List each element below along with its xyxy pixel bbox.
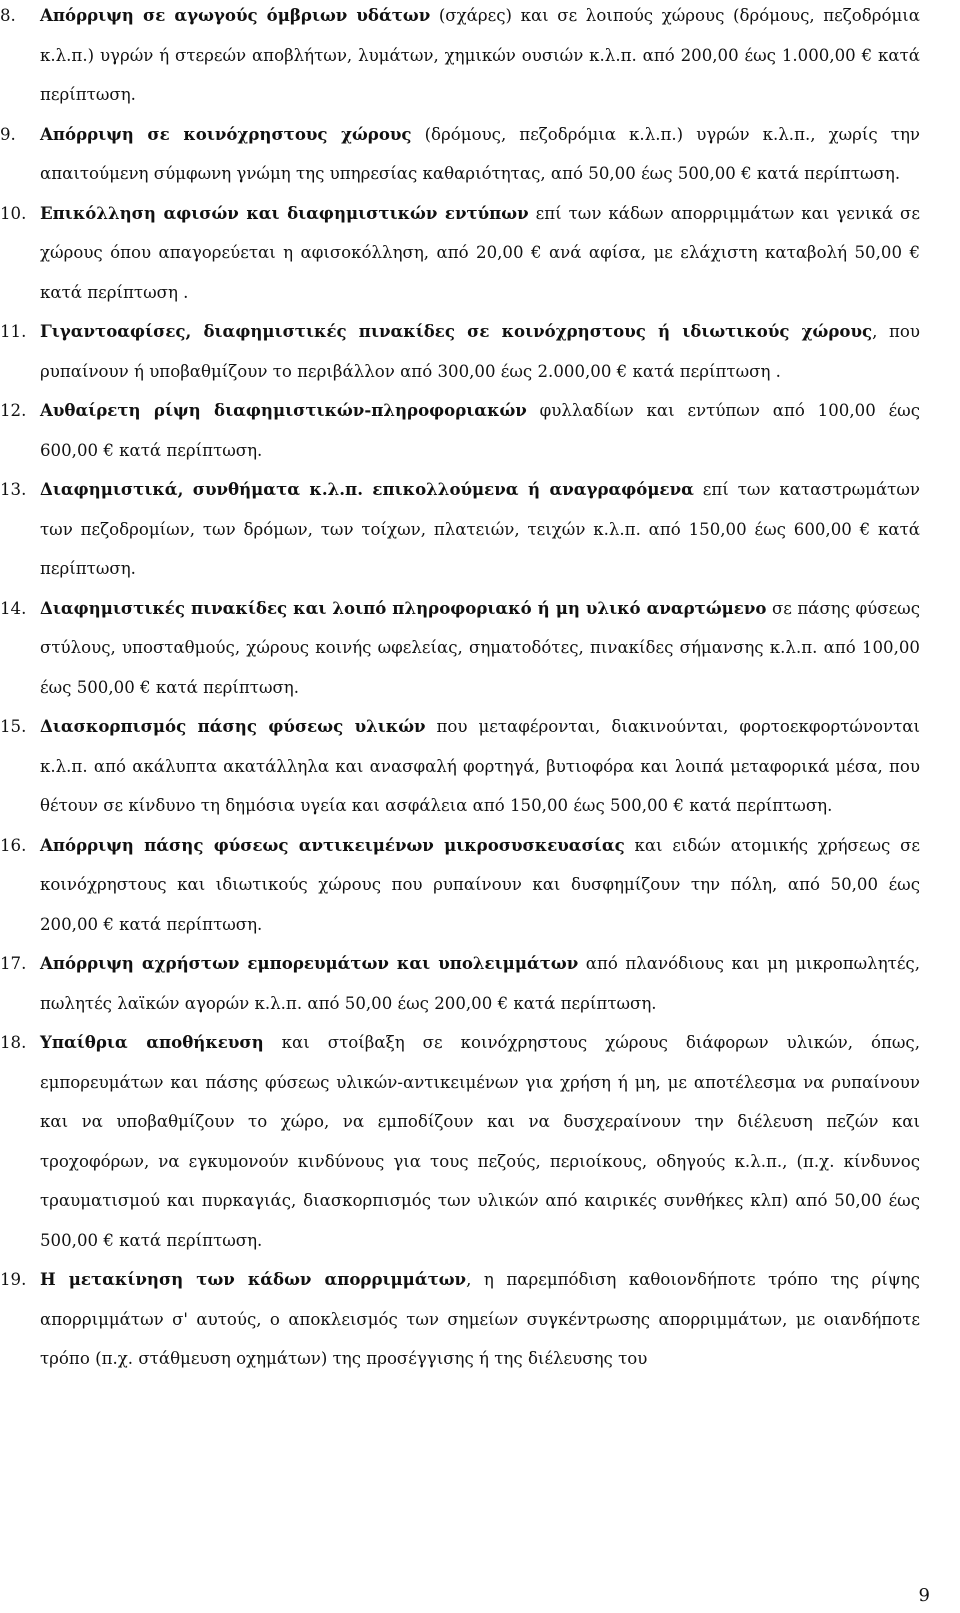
item-number: 10. bbox=[0, 203, 27, 223]
list-item bbox=[0, 1023, 920, 1260]
list-item bbox=[0, 1260, 920, 1379]
list-item bbox=[0, 312, 920, 391]
item-number: 16. bbox=[0, 835, 27, 855]
item-text: (δρόμους, πεζοδρόμια κ.λ.π.) υγρών κ.λ.π., χωρίς την απαιτούμενη σύμφωνη γνώμη της υπηρεσίας καθαριότητας, από 50,00 έως 500,00 € κατά περίπτωση. bbox=[40, 124, 920, 183]
item-number: 11. bbox=[0, 322, 27, 341]
item-text: φυλλαδίων και εντύπων από 100,00 έως 600,00 € κατά περίπτωση. bbox=[40, 401, 920, 460]
list-item bbox=[0, 0, 920, 115]
list-item bbox=[0, 115, 920, 194]
item-heading: Απόρριψη σε κοινόχρηστους χώρους bbox=[40, 123, 412, 144]
item-heading: Απόρριψη αχρήστων εμπορευμάτων και υπολειμμάτων bbox=[40, 953, 579, 973]
item-text: , που ρυπαίνουν ή υποβαθμίζουν το περιβάλλον από 300,00 έως 2.000,00 € κατά περίπτωση . bbox=[40, 322, 920, 381]
list-item bbox=[0, 194, 920, 313]
item-heading: Διαφημιστικά, συνθήματα κ.λ.π. επικολλούμενα ή αναγραφόμενα bbox=[40, 479, 694, 499]
item-number: 13. bbox=[0, 480, 27, 499]
item-number: 17. bbox=[0, 954, 27, 973]
item-number: 19. bbox=[0, 1270, 27, 1289]
list-item bbox=[0, 391, 920, 470]
item-text: επί των κάδων απορριμμάτων και γενικά σε χώρους όπου απαγορεύεται η αφισοκόλληση, από 20,00 € ανά αφίσα, με ελάχιστη καταβολή 50,00 € κατά περίπτωση . bbox=[40, 203, 920, 302]
item-heading: Αυθαίρετη ρίψη διαφημιστικών-πληροφοριακών bbox=[40, 400, 527, 420]
item-heading: Η μετακίνηση των κάδων απορριμμάτων bbox=[40, 1269, 467, 1289]
item-heading: Απόρριψη πάσης φύσεως αντικειμένων μικροσυσκευασίας bbox=[40, 834, 625, 855]
item-text: σε πάσης φύσεως στύλους, υποσταθμούς, χώρους κοινής ωφελείας, σηματοδότες, πινακίδες σήμανσης κ.λ.π. από 100,00 έως 500,00 € κατά περίπτωση. bbox=[40, 598, 920, 697]
item-number: 8. bbox=[0, 6, 16, 25]
list-item bbox=[0, 589, 920, 708]
item-number: 14. bbox=[0, 598, 27, 618]
list-item bbox=[0, 826, 920, 945]
item-heading: Επικόλληση αφισών και διαφημιστικών εντύπων bbox=[40, 202, 529, 223]
item-heading: Διαφημιστικές πινακίδες και λοιπό πληροφοριακό ή μη υλικό αναρτώμενο bbox=[40, 597, 767, 618]
item-heading: Διασκορπισμός πάσης φύσεως υλικών bbox=[40, 716, 426, 736]
item-number: 18. bbox=[0, 1033, 27, 1052]
list-item bbox=[0, 944, 920, 1023]
item-text: (σχάρες) και σε λοιπούς χώρους (δρόμους, πεζοδρόμια κ.λ.π.) υγρών ή στερεών αποβλήτων, λυμάτων, χημικών ουσιών κ.λ.π. από 200,00 έως 1.000,00 € κατά περίπτωση. bbox=[40, 6, 920, 104]
item-number: 12. bbox=[0, 401, 27, 420]
list-item bbox=[0, 707, 920, 826]
item-number: 9. bbox=[0, 124, 16, 144]
item-heading: Γιγαντοαφίσες, διαφημιστικές πινακίδες σε κοινόχρηστους ή ιδιωτικούς χώρους bbox=[40, 321, 873, 341]
item-heading: Υπαίθρια αποθήκευση bbox=[40, 1032, 264, 1052]
item-text: και ειδών ατομικής χρήσεως σε κοινόχρηστους και ιδιωτικούς χώρους που ρυπαίνουν και δυσφημίζουν την πόλη, από 50,00 έως 200,00 € κατά περίπτωση. bbox=[40, 835, 920, 934]
item-text: που μεταφέρονται, διακινούνται, φορτοεκφορτώνονται κ.λ.π. από ακάλυπτα ακατάλληλα και ανασφαλή φορτηγά, βυτιοφόρα και λοιπά μεταφορικά μέσα, που θέτουν σε κίνδυνο τη δημόσια υγεία και ασφάλεια από 150,00 έως 500,00 € κατά περίπτωση. bbox=[40, 717, 920, 815]
item-text: επί των καταστρωμάτων των πεζοδρομίων, των δρόμων, των τοίχων, πλατειών, τειχών κ.λ.π. από 150,00 έως 600,00 € κατά περίπτωση. bbox=[40, 480, 920, 578]
item-text: , η παρεμπόδιση καθοιονδήποτε τρόπο της ρίψης απορριμμάτων σ' αυτούς, ο αποκλεισμός των σημείων συγκέντρωσης απορριμμάτων, με οιανδήποτε τρόπο (π.χ. στάθμευση οχημάτων) της προσέγγισης ή της διέλευσης του bbox=[40, 1270, 920, 1368]
page-number: 9 bbox=[918, 1585, 930, 1606]
item-text: από πλανόδιους και μη μικροπωλητές, πωλητές λαϊκών αγορών κ.λ.π. από 50,00 έως 200,00 € κατά περίπτωση. bbox=[40, 954, 920, 1013]
item-heading: Απόρριψη σε αγωγούς όμβριων υδάτων bbox=[40, 5, 431, 25]
item-number: 15. bbox=[0, 717, 27, 736]
item-text: και στοίβαξη σε κοινόχρηστους χώρους διάφορων υλικών, όπως, εμπορευμάτων και πάσης φύσεως υλικών-αντικειμένων για χρήση ή μη, με αποτέλεσμα να ρυπαίνουν και να υποβαθμίζουν το χώρο, να εμποδίζουν και να δυσχεραίνουν την διέλευση πεζών και τροχοφόρων, να εγκυμονούν κινδύνους για τους πεζούς, περιοίκους, οδηγούς κ.λ.π., (π.χ. κίνδυνος τραυματισμού και πυρκαγιάς, διασκορπισμός των υλικών από καιρικές συνθήκες κλπ) από 50,00 έως 500,00 € κατά περίπτωση. bbox=[40, 1033, 920, 1250]
list-item bbox=[0, 470, 920, 589]
